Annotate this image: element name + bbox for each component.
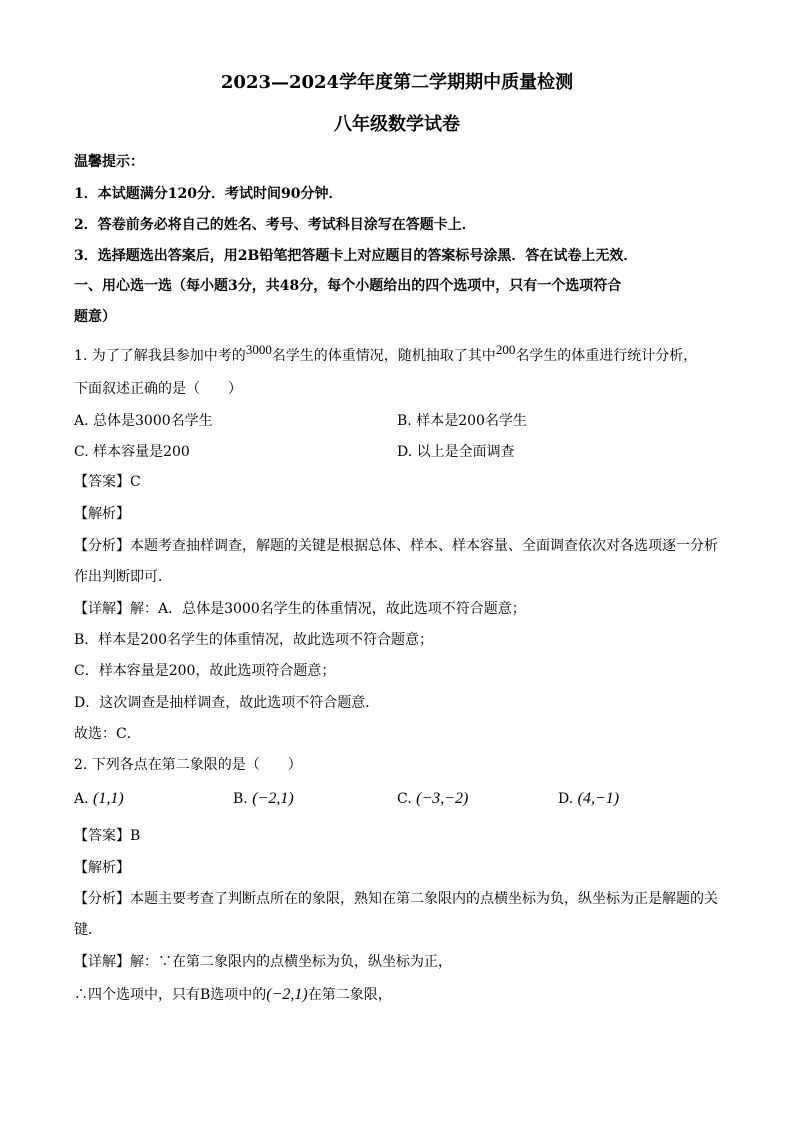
q1-option-a: A. 总体是3000名学生 bbox=[74, 413, 213, 429]
page-subtitle: 八年级数学试卷 bbox=[334, 114, 460, 135]
q2-option-letter: A. bbox=[74, 791, 89, 807]
q2-option-point: (−3,−2) bbox=[416, 790, 469, 807]
q2-option-a bbox=[74, 790, 124, 808]
notice-label: 温馨提示： bbox=[74, 154, 144, 170]
q2-detail-point: (−2,1) bbox=[266, 986, 308, 1003]
q1-fenxi-cont: 作出判断即可． bbox=[74, 569, 172, 585]
notice-item: 1．本试题满分120分．考试时间90分钟． bbox=[74, 186, 343, 202]
q1-detail-line: B．样本是200名学生的体重情况，故此选项不符合题意； bbox=[74, 632, 434, 648]
q2-detail-part: 在第二象限， bbox=[307, 987, 392, 1003]
q2-detail-line: 【详解】解：∵在第二象限内的点横坐标为负，纵坐标为正， bbox=[74, 954, 452, 970]
q2-detail-part: ∴四个选项中，只有B选项中的 bbox=[74, 987, 267, 1003]
q1-number-3000: 3000 bbox=[245, 342, 272, 357]
q2-option-point: (4,−1) bbox=[577, 790, 620, 807]
q2-fenxi: 【分析】本题主要考查了判断点所在的象限，熟知在第二象限内的点横坐标为负，纵坐标为正是解题的关 bbox=[74, 891, 718, 907]
q2-option-d bbox=[558, 790, 619, 808]
q1-stem-part: 1. 为了了解我县参加中考的 bbox=[74, 348, 246, 364]
q2-detail-line bbox=[74, 986, 392, 1004]
q2-option-point: (1,1) bbox=[93, 790, 124, 807]
q2-option-letter: D. bbox=[558, 791, 574, 807]
section-heading-cont: 题意） bbox=[74, 309, 116, 325]
q1-answer: 【答案】C bbox=[74, 474, 141, 490]
notice-item: 2．答卷前务必将自己的姓名、考号、考试科目涂写在答题卡上． bbox=[74, 217, 476, 233]
q1-detail-line: 故选：C． bbox=[74, 726, 141, 742]
q2-option-letter: B. bbox=[233, 791, 248, 807]
question-2-stem: 2. 下列各点在第二象限的是（ ） bbox=[74, 757, 302, 773]
q2-fenxi-cont: 键． bbox=[74, 922, 102, 938]
q2-option-point: (−2,1) bbox=[252, 790, 294, 807]
q1-option-d: D. 以上是全面调查 bbox=[397, 444, 515, 460]
q2-option-c bbox=[397, 790, 468, 808]
notice-item: 3．选择题选出答案后，用2B铅笔把答题卡上对应题目的答案标号涂黑．答在试卷上无效． bbox=[74, 248, 638, 264]
q1-option-c: C. 样本容量是200 bbox=[74, 444, 190, 460]
q2-option-letter: C. bbox=[397, 791, 412, 807]
q2-answer: 【答案】B bbox=[74, 828, 141, 844]
q1-stem-part: 名学生的体重情况，随机抽取了其中 bbox=[271, 348, 496, 364]
q1-detail-line: C．样本容量是200，故此选项符合题意； bbox=[74, 663, 336, 679]
q1-analysis-label: 【解析】 bbox=[74, 506, 130, 522]
q1-stem-part: 名学生的体重进行统计分析， bbox=[515, 348, 698, 364]
q1-option-b: B. 样本是200名学生 bbox=[397, 413, 527, 429]
q1-detail-line: 【详解】解：A．总体是3000名学生的体重情况，故此选项不符合题意； bbox=[74, 601, 526, 617]
page-title: 2023—2024学年度第二学期期中质量检测 bbox=[220, 72, 574, 93]
q2-analysis-label: 【解析】 bbox=[74, 860, 130, 876]
q2-option-b bbox=[233, 790, 294, 808]
q1-number-200: 200 bbox=[495, 342, 516, 357]
q1-fenxi: 【分析】本题考查抽样调查，解题的关键是根据总体、样本、样本容量、全面调查依次对各选项逐一分析 bbox=[74, 538, 718, 554]
q1-detail-line: D．这次调查是抽样调查，故此选项不符合题意． bbox=[74, 695, 380, 711]
question-1-stem-cont: 下面叙述正确的是（ ） bbox=[74, 381, 242, 397]
section-heading: 一、用心选一选（每小题3分，共48分，每个小题给出的四个选项中，只有一个选项符合 bbox=[74, 278, 622, 294]
question-1-stem bbox=[74, 342, 698, 365]
